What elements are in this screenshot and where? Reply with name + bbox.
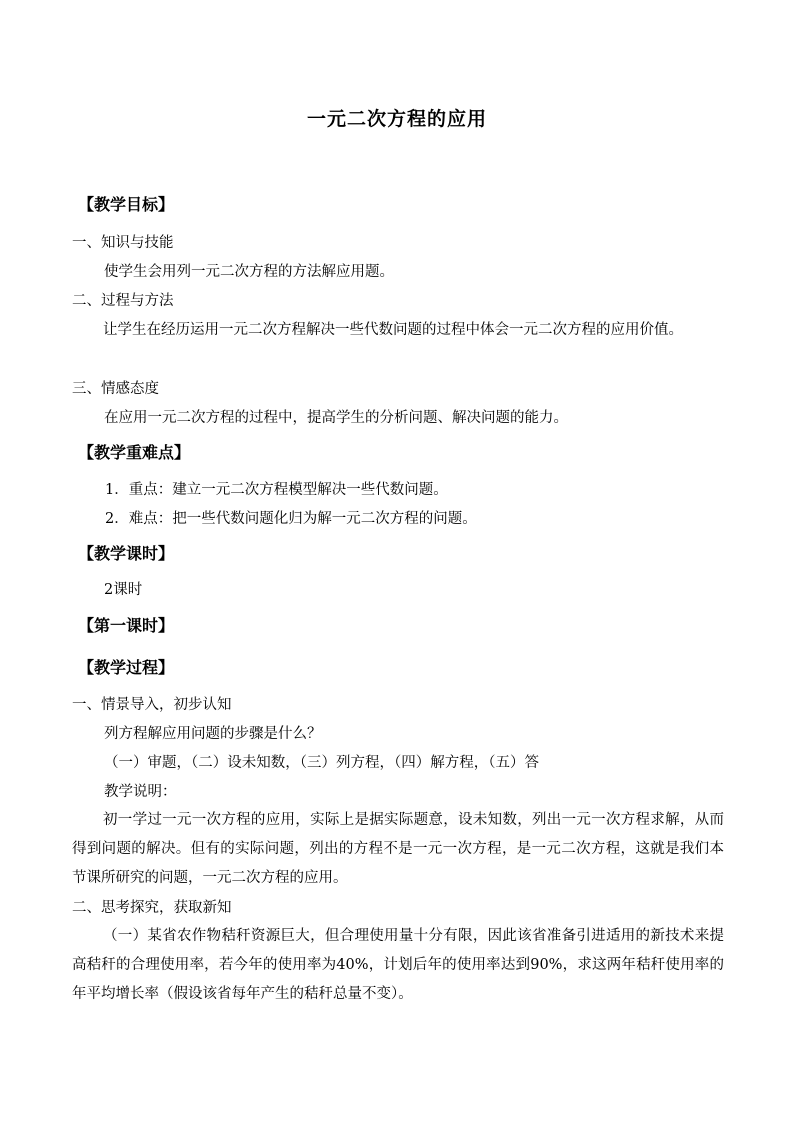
objective-1-heading: 一、知识与技能 [72, 235, 174, 251]
keypoint-2: 2．难点：把一些代数问题化归为解一元二次方程的问题。 [105, 511, 477, 527]
process-1-steps: （一）审题，（二）设未知数，（三）列方程，（四）解方程，（五）答 [104, 755, 539, 771]
objective-2-heading: 二、过程与方法 [72, 293, 174, 309]
objective-2-text: 让学生在经历运用一元二次方程解决一些代数问题的过程中体会一元二次方程的应用价值。 [103, 322, 683, 338]
section-heading-hours: 【教学课时】 [78, 544, 175, 563]
objective-1-text: 使学生会用列一元二次方程的方法解应用题。 [104, 264, 394, 280]
class-hours: 2课时 [104, 582, 143, 598]
page-title: 一元二次方程的应用 [306, 108, 487, 130]
objective-3-text: 在应用一元二次方程的过程中，提高学生的分析问题、解决问题的能力。 [104, 410, 568, 426]
process-2-heading: 二、思考探究，获取新知 [72, 900, 232, 916]
process-1-question: 列方程解应用问题的步骤是什么？ [104, 726, 322, 742]
section-heading-objectives: 【教学目标】 [78, 195, 175, 214]
keypoint-1: 1．重点：建立一元二次方程模型解决一些代数问题。 [105, 482, 448, 498]
teaching-note-label: 教学说明： [104, 784, 177, 800]
section-heading-first-lesson: 【第一课时】 [78, 616, 175, 635]
section-heading-keypoints: 【教学重难点】 [78, 443, 191, 462]
objective-3-heading: 三、情感态度 [72, 381, 159, 397]
process-2-problem: （一）某省农作物秸秆资源巨大，但合理使用量十分有限，因此该省准备引进适用的新技术来提高秸秆的合理使用率，若今年的使用率为40%，计划后年的使用率达到90%，求这两年秸秆使用率的年平均增长率（假设该省每年产生的秸秆总量不变）。 [72, 928, 724, 1002]
teaching-note-text: 初一学过一元一次方程的应用，实际上是据实际题意，设未知数，列出一元一次方程求解，从而得到问题的解决。但有的实际问题，列出的方程不是一元一次方程，是一元二次方程，这就是我们本节课所研究的问题，一元二次方程的应用。 [72, 812, 724, 886]
section-heading-process: 【教学过程】 [78, 658, 175, 677]
process-1-heading: 一、情景导入，初步认知 [72, 697, 232, 713]
